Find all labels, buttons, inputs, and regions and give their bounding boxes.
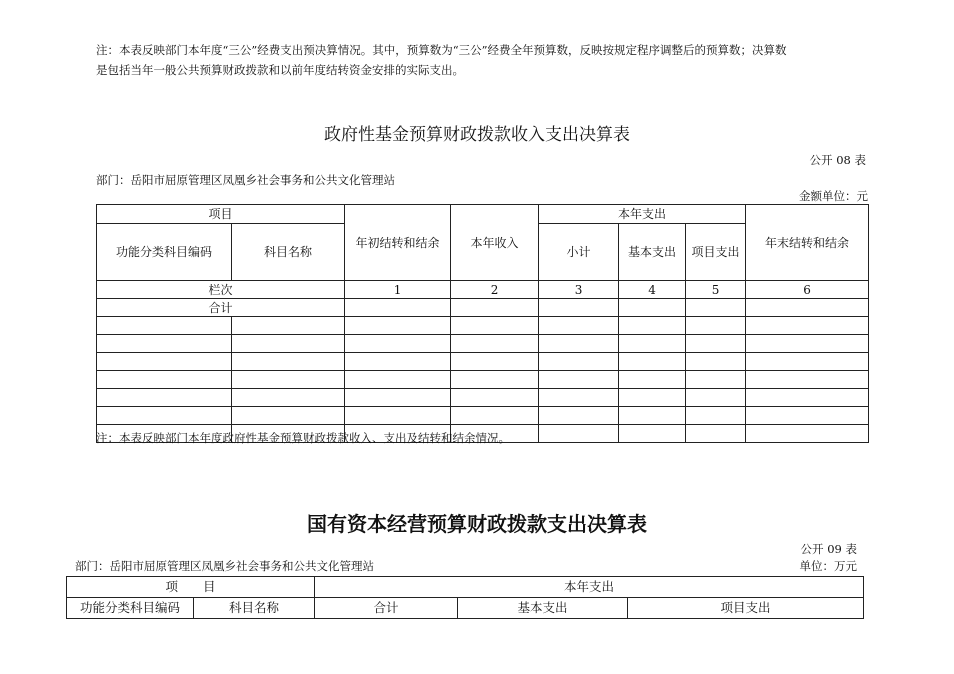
table-cell: [746, 317, 869, 335]
table-cell: [97, 353, 232, 371]
table-cell: [619, 425, 686, 443]
table-cell: [686, 335, 746, 353]
header-row-1: [97, 205, 869, 224]
top-note-line1: 注：本表反映部门本年度“三公”经费支出预决算情况。其中，预算数为“三公”经费全年预算数，反映按规定程序调整后的预算数；决算数: [96, 43, 787, 57]
col-num-1: 1: [345, 281, 451, 299]
top-note: [96, 40, 787, 80]
table-cell: [686, 317, 746, 335]
table-cell: [746, 353, 869, 371]
table-row: [97, 353, 869, 371]
top-note-line2: 是包括当年一般公共预算财政拨款和以前年度结转资金安排的实际支出。: [96, 63, 464, 77]
header-code: 功能分类科目编码: [67, 598, 194, 619]
header-subtotal: 小计: [539, 224, 619, 281]
table-cell: [345, 335, 451, 353]
section1-department: 部门：岳阳市屈原管理区凤凰乡社会事务和公共文化管理站: [96, 173, 395, 187]
col-num-3: 3: [539, 281, 619, 299]
header-item: 项 目: [67, 577, 315, 598]
table-cell: [451, 407, 539, 425]
table-cell: [232, 335, 345, 353]
section2-title: 国有资本经营预算财政拨款支出决算表: [307, 512, 647, 536]
table-cell: [539, 371, 619, 389]
table-cell: [539, 389, 619, 407]
header-total: 合计: [315, 598, 458, 619]
table-cell: [451, 353, 539, 371]
table-row: [97, 389, 869, 407]
header-project: 项目支出: [686, 224, 746, 281]
table-cell: [539, 353, 619, 371]
header-begin-balance: 年初结转和结余: [345, 205, 451, 281]
col-num-4: 4: [619, 281, 686, 299]
table-row: [97, 335, 869, 353]
table-cell: [345, 299, 451, 317]
header-basic: 基本支出: [458, 598, 628, 619]
table-cell: [232, 353, 345, 371]
header-name: 科目名称: [232, 224, 345, 281]
table-cell: [619, 299, 686, 317]
table-cell: [746, 299, 869, 317]
table-cell: [345, 389, 451, 407]
table-cell: [345, 407, 451, 425]
table-row: [97, 317, 869, 335]
table-cell: [539, 335, 619, 353]
table-cell: [232, 407, 345, 425]
table-cell: [539, 407, 619, 425]
table-cell: [746, 389, 869, 407]
table-cell: [345, 353, 451, 371]
table-cell: [345, 371, 451, 389]
table-row: [97, 371, 869, 389]
table-cell: [539, 425, 619, 443]
table-cell: [232, 389, 345, 407]
table-cell: [746, 407, 869, 425]
table-cell: [97, 389, 232, 407]
table-cell: [619, 371, 686, 389]
table-cell: [539, 299, 619, 317]
table-cell: [686, 389, 746, 407]
table-cell: [232, 371, 345, 389]
header-project: 项目支出: [628, 598, 864, 619]
table-cell: [345, 317, 451, 335]
table-cell: [746, 371, 869, 389]
gov-fund-table: [96, 204, 869, 443]
table-cell: [619, 389, 686, 407]
header-item: 项目: [97, 205, 345, 224]
table-cell: [619, 353, 686, 371]
header-income: 本年收入: [451, 205, 539, 281]
table-cell: [619, 335, 686, 353]
table-cell: [619, 317, 686, 335]
table-cell: [686, 353, 746, 371]
section1-title: 政府性基金预算财政拨款收入支出决算表: [324, 125, 630, 145]
table-cell: [619, 407, 686, 425]
header-row-1: [67, 577, 864, 598]
section1-table-no: 公开 08 表: [809, 153, 866, 167]
header-row-2: [67, 598, 864, 619]
header-expense: 本年支出: [539, 205, 746, 224]
col-num-2: 2: [451, 281, 539, 299]
header-code: 功能分类科目编码: [97, 224, 232, 281]
column-number-row: [97, 281, 869, 299]
table-cell: [686, 425, 746, 443]
table-cell: [451, 299, 539, 317]
table-cell: [451, 371, 539, 389]
table-cell: [451, 317, 539, 335]
table-cell: [539, 317, 619, 335]
table-cell: [451, 389, 539, 407]
section1-note: 注：本表反映部门本年度政府性基金预算财政拨款收入、支出及结转和结余情况。: [96, 431, 510, 445]
total-row: [97, 299, 869, 317]
state-capital-table: [66, 576, 864, 619]
section1-unit: 金额单位：元: [799, 189, 868, 203]
header-basic: 基本支出: [619, 224, 686, 281]
table-cell: [97, 335, 232, 353]
table-row: [97, 407, 869, 425]
header-expense: 本年支出: [315, 577, 864, 598]
col-row-label: 栏次: [97, 281, 345, 299]
table-cell: [232, 317, 345, 335]
col-num-6: 6: [746, 281, 869, 299]
header-name: 科目名称: [194, 598, 315, 619]
col-num-5: 5: [686, 281, 746, 299]
table-cell: [746, 425, 869, 443]
header-end-balance: 年末结转和结余: [746, 205, 869, 281]
table-cell: [97, 317, 232, 335]
section2-unit: 单位：万元: [799, 559, 857, 573]
table-cell: [451, 335, 539, 353]
section2-table-no: 公开 09 表: [800, 542, 857, 556]
section2-department: 部门：岳阳市屈原管理区凤凰乡社会事务和公共文化管理站: [75, 559, 374, 573]
table-cell: [97, 407, 232, 425]
table-cell: [746, 335, 869, 353]
table-cell: [686, 407, 746, 425]
table-cell: [686, 371, 746, 389]
table-cell: [686, 299, 746, 317]
total-label: 合计: [97, 299, 345, 317]
table-cell: [97, 371, 232, 389]
